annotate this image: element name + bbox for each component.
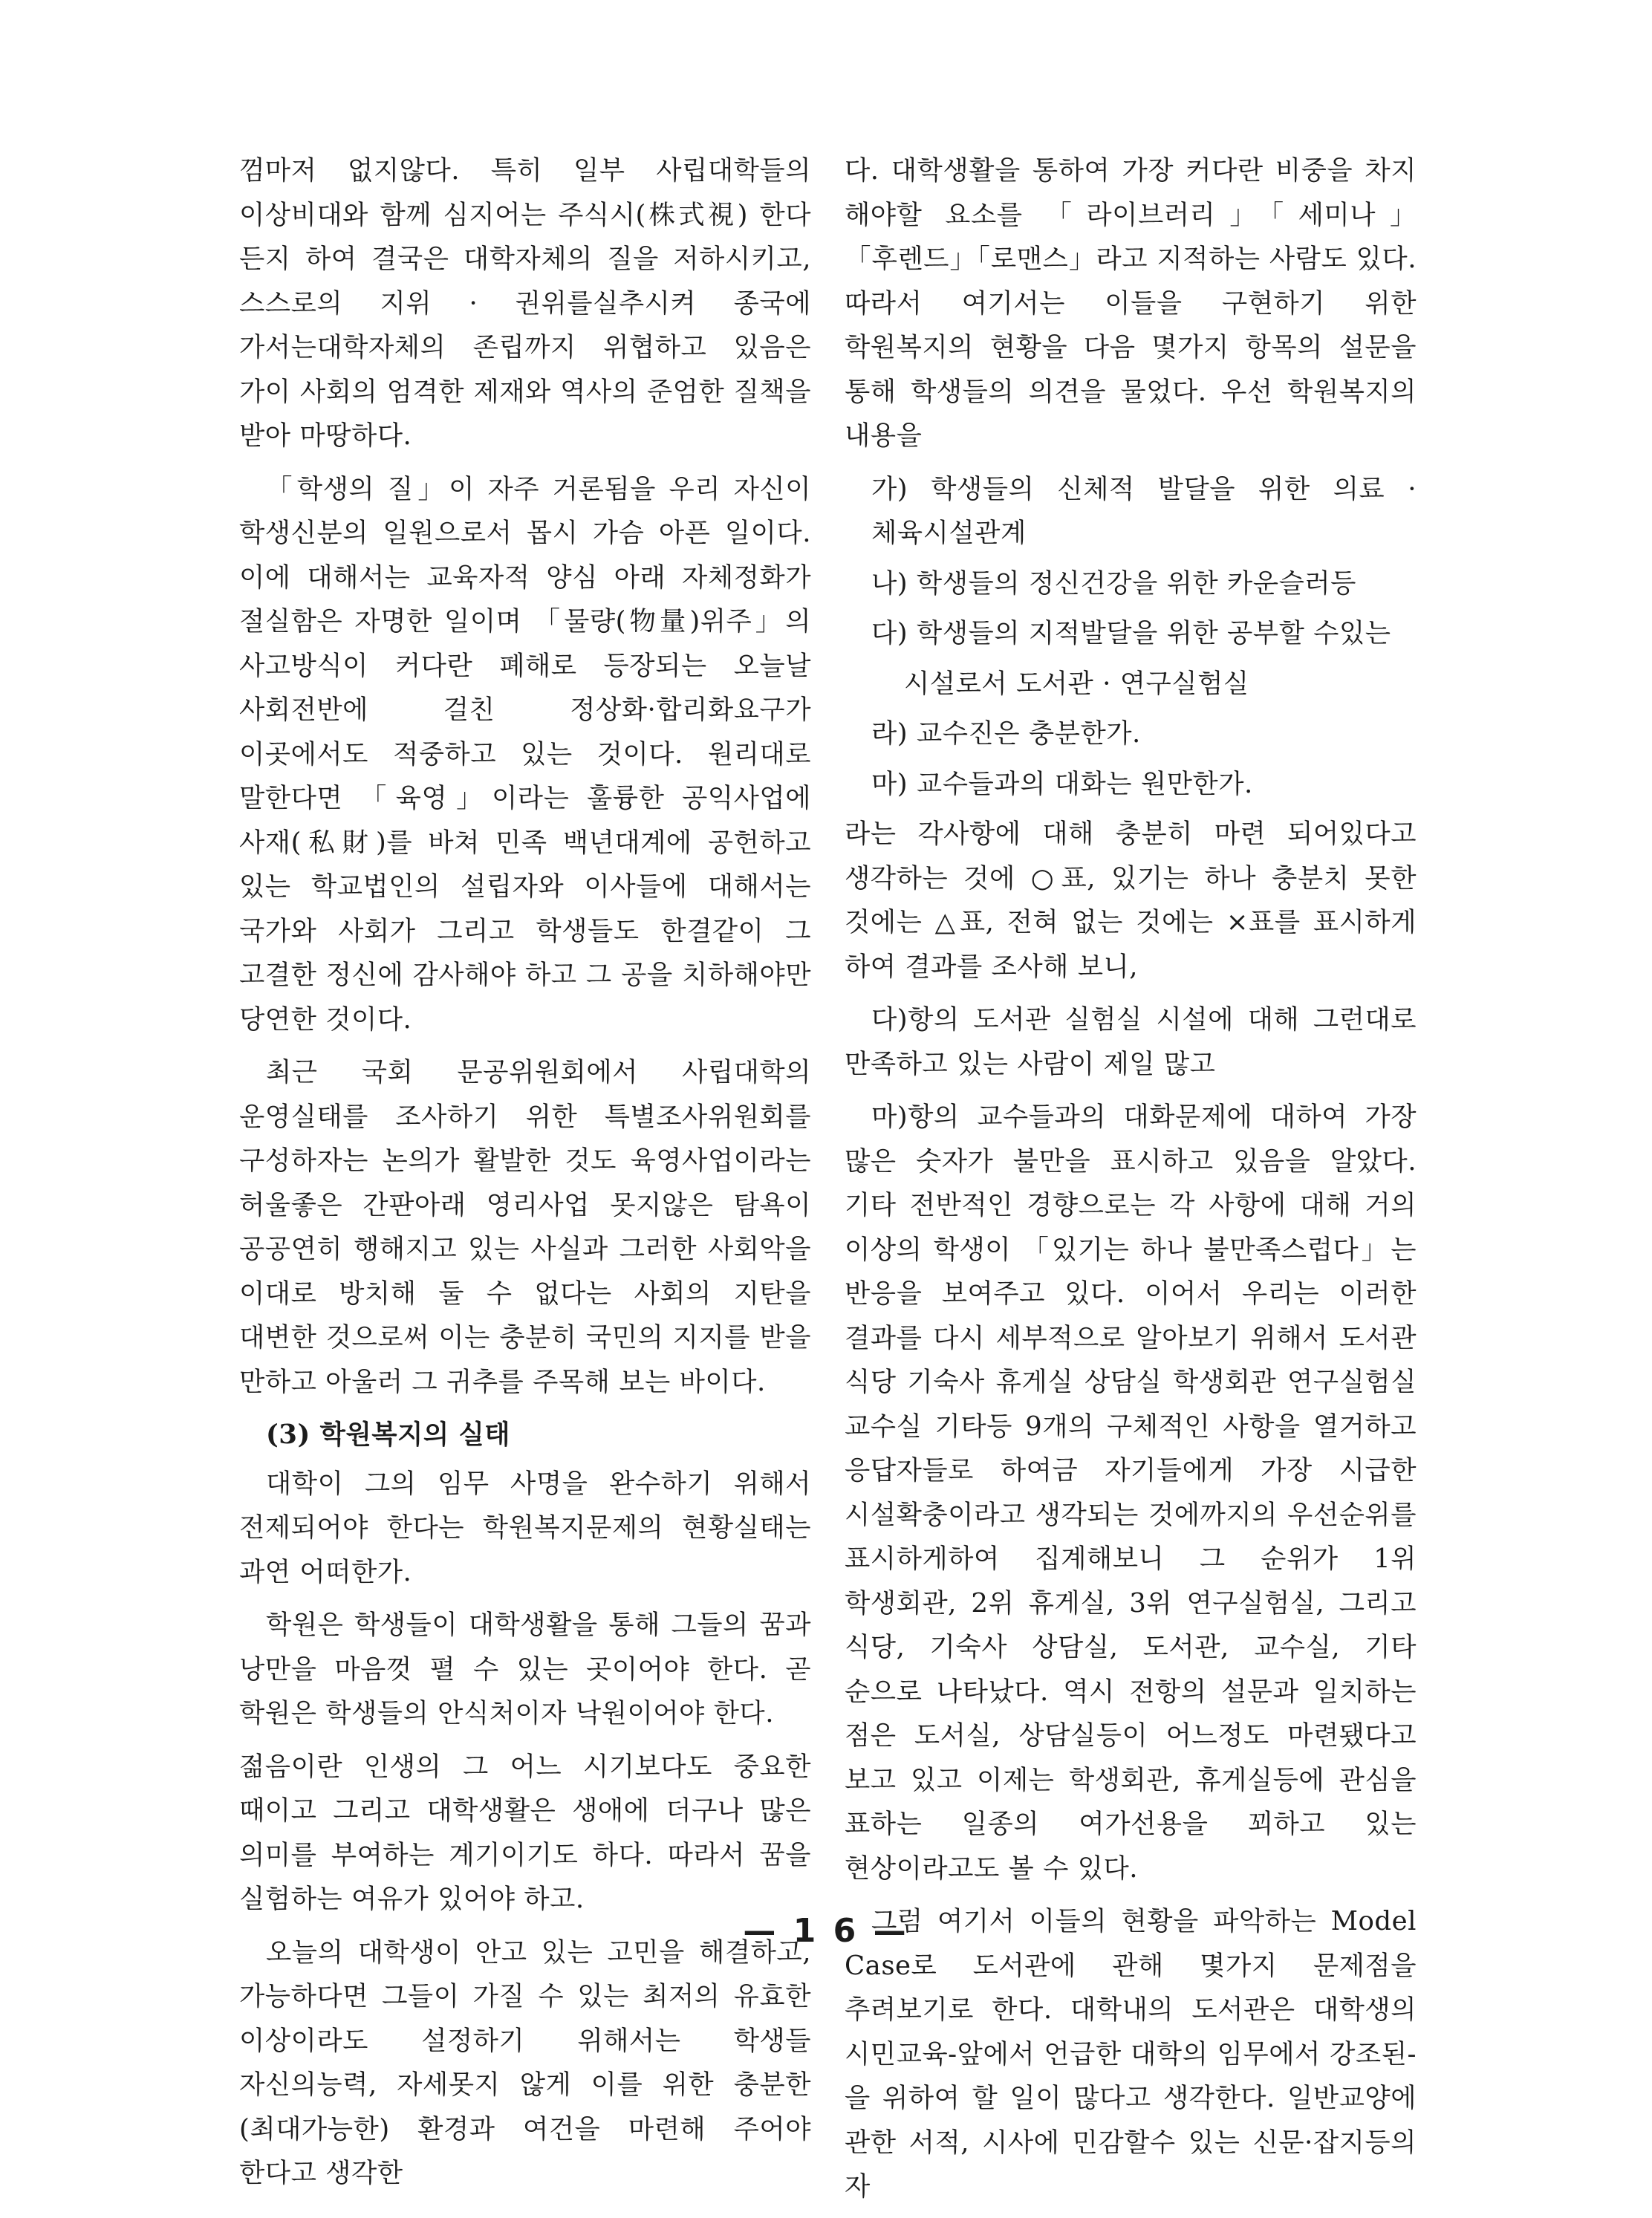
list-item-continuation: 시설로서 도서관 · 연구실험실 <box>904 668 1249 699</box>
right-column <box>845 149 1417 2218</box>
paragraph: 껌마저 없지않다. 특히 일부 사립대학들의 이상비대와 함께 심지어는 주식시(株式視) 한다 든지 하여 결국은 대학자체의 질을 저하시키고, 스스로의 지위 · 권위를실추시켜 종국에 가서는대학자체의 존립까지 위협하고 있음은 가이 사회의 엄격한 제재와 역사의 준엄한 질책을 받아 마땅하다. <box>239 155 811 451</box>
paragraph: 그럼 여기서 이들의 현황을 파악하는 Model Case로 도서관에 관해 몇가지 문제점을 추려보기로 한다. 대학내의 도서관은 대학생의 시민교육-앞에서 언급한 대학의 임무에서 강조된-을 위하여 할 일이 많다고 생각한다. 일반교양에 관한 서적, 시사에 민감할수 있는 신문·잡지등의 자 <box>845 1906 1417 2202</box>
paragraph: 다)항의 도서관 실험실 시설에 대해 그런대로 만족하고 있는 사람이 제일 많고 <box>845 1004 1417 1079</box>
paragraph: 다. 대학생활을 통하여 가장 커다란 비중을 차지 해야할 요소를 「라이브러리」「세미나」「후렌드」「로맨스」라고 지적하는 사람도 있다. 따라서 여기서는 이들을 구현하기 위한 학원복지의 현황을 다음 몇가지 항목의 설문을 통해 학생들의 의견을 물었다. 우선 학원복지의 내용을 <box>845 155 1417 451</box>
left-column <box>239 149 811 2205</box>
paragraph: 학원은 학생들이 대학생활을 통해 그들의 꿈과 낭만을 마음껏 펼 수 있는 곳이어야 한다. 곧 학원은 학생들의 안식처이자 낙원이어야 한다. <box>239 1610 811 1728</box>
page-number: — 1 6 — <box>743 1912 909 1950</box>
section-heading: (3) 학원복지의 실태 <box>266 1419 511 1450</box>
list-item: 다) 학생들의 지적발달을 위한 공부할 수있는 <box>871 618 1391 648</box>
list-item: 라) 교수진은 충분한가. <box>871 718 1141 749</box>
list-item: 나) 학생들의 정신건강을 위한 카운슬러등 <box>871 567 1356 599</box>
paragraph: 「학생의 질」이 자주 거론됨을 우리 자신이 학생신분의 일원으로서 몹시 가슴 아픈 일이다. 이에 대해서는 교육자적 양심 아래 자체정화가 절실함은 자명한 일이며 「물량(物量)위주」의 사고방식이 커다란 폐해로 등장되는 오늘날 사회전반에 걸친 정상화·합리화요구가 이곳에서도 적중하고 있는 것이다. 원리대로 말한다면 「육영」이라는 훌륭한 공익사업에 사재(私財)를 바쳐 민족 백년대계에 공헌하고 있는 학교법인의 설립자와 이사들에 대해서는 국가와 사회가 그리고 학생들도 한결같이 그 고결한 정신에 감사해야 하고 그 공을 치하해야만 당연한 것이다. <box>239 473 811 1035</box>
paragraph: 최근 국회 문공위원회에서 사립대학의 운영실태를 조사하기 위한 특별조사위원회를 구성하자는 논의가 활발한 것도 육영사업이라는 허울좋은 간판아래 영리사업 못지않은 탐욕이 공공연히 행해지고 있는 사실과 그러한 사회악을 이대로 방치해 둘 수 없다는 사회의 지탄을 대변한 것으로써 이는 충분히 국민의 지지를 받을 만하고 아울러 그 귀추를 주목해 보는 바이다. <box>239 1057 811 1397</box>
paragraph: 대학이 그의 임무 사명을 완수하기 위해서 전제되어야 한다는 학원복지문제의 현황실태는 과연 어떠한가. <box>239 1468 811 1587</box>
list-item: 마) 교수들과의 대화는 원만한가. <box>871 768 1253 799</box>
paragraph: 젊음이란 인생의 그 어느 시기보다도 중요한 때이고 그리고 대학생활은 생애에 더구나 많은 의미를 부여하는 계기이기도 하다. 따라서 꿈을 실험하는 여유가 있어야 하고. <box>239 1751 811 1914</box>
paragraph: 오늘의 대학생이 안고 있는 고민을 해결하고, 가능하다면 그들이 가질 수 있는 최저의 유효한 이상이라도 설정하기 위해서는 학생들 자신의능력, 자세못지 않게 이를 위한 충분한 (최대가능한) 환경과 여건을 마련해 주어야 한다고 생각한 <box>239 1936 811 2188</box>
paragraph: 라는 각사항에 대해 충분히 마련 되어있다고 생각하는 것에 ○표, 있기는 하나 충분치 못한 것에는 △표, 전혀 없는 것에는 ×표를 표시하게 하여 결과를 조사해 보니, <box>845 819 1417 982</box>
list-item: 가) 학생들의 신체적 발달을 위한 의료 · 체육시설관계 <box>871 473 1417 548</box>
paragraph: 마)항의 교수들과의 대화문제에 대하여 가장 많은 숫자가 불만을 표시하고 있음을 알았다. 기타 전반적인 경향으로는 각 사항에 대해 거의 이상의 학생이 「있기는 하나 불만족스럽다」는 반응을 보여주고 있다. 이어서 우리는 이러한 결과를 다시 세부적으로 알아보기 위해서 도서관 식당 기숙사 휴게실 상담실 학생회관 연구실험실 교수실 기타등 9개의 구체적인 사항을 열거하고 응답자들로 하여금 자기들에게 가장 시급한 시설확충이라고 생각되는 것에까지의 우선순위를 표시하게하여 집계해보니 그 순위가 1위 학생회관, 2위 휴게실, 3위 연구실험실, 그리고 식당, 기숙사 상담실, 도서관, 교수실, 기타 순으로 나타났다. 역시 전항의 설문과 일치하는 점은 도서실, 상담실등이 어느정도 마련됐다고 보고 있고 이제는 학생회관, 휴게실등에 관심을 표하는 일종의 여가선용을 꾀하고 있는 현상이라고도 볼 수 있다. <box>845 1102 1417 1884</box>
